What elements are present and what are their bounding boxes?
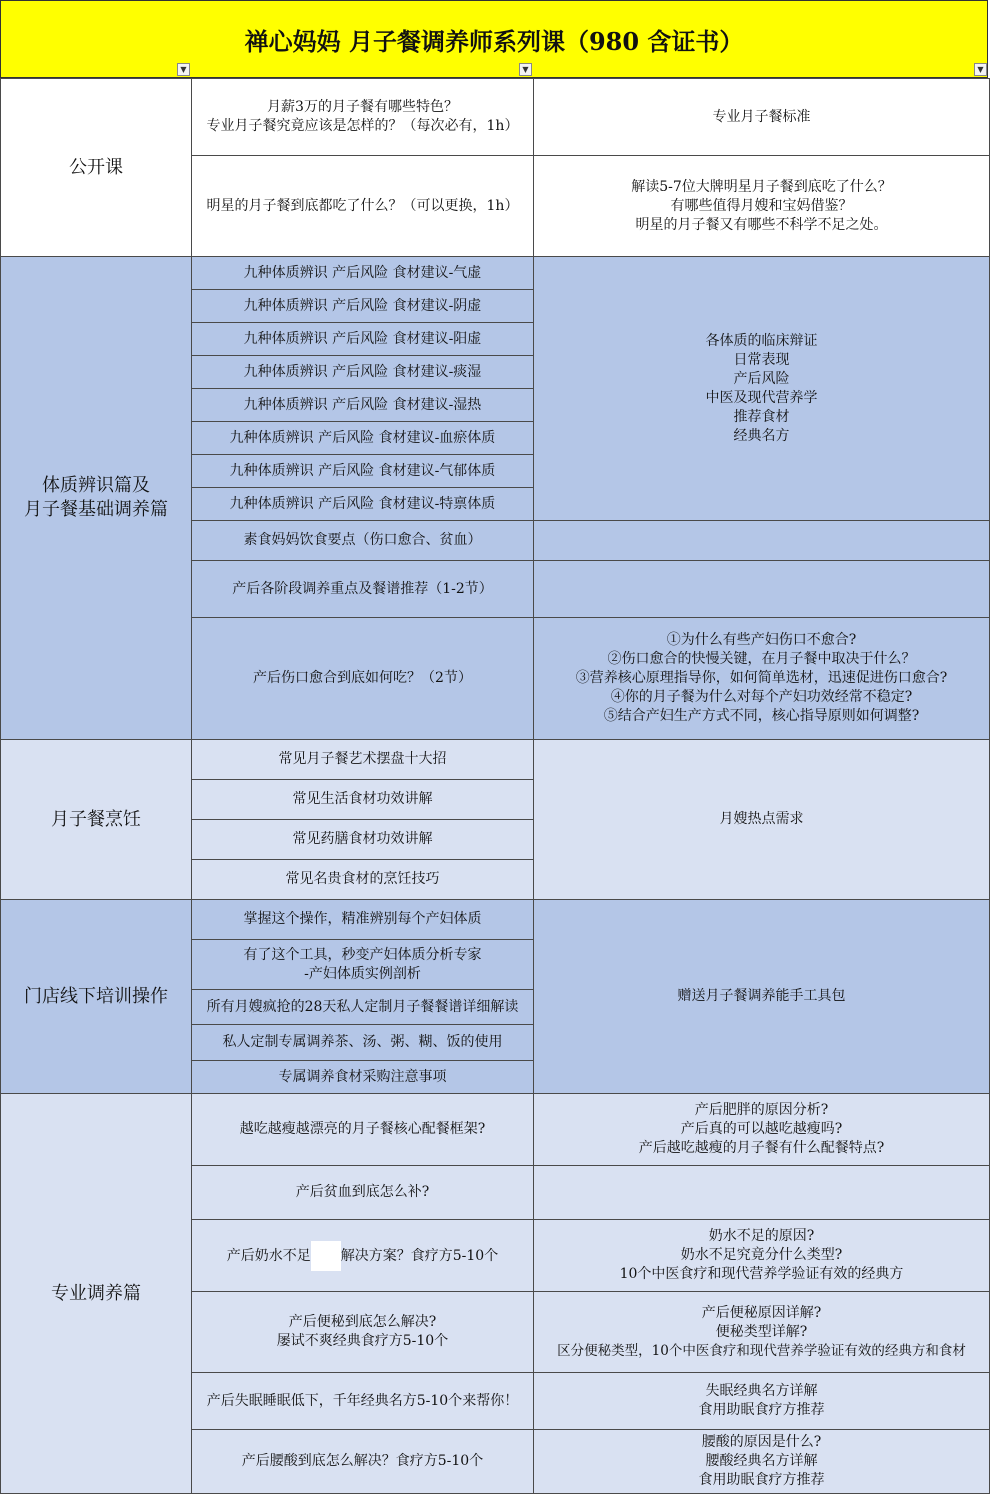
table-cell	[534, 561, 990, 618]
cell-text: 月子餐基础调养篇	[24, 499, 168, 520]
table-cell	[534, 1220, 990, 1292]
cell-text: 失眠经典名方详解	[705, 1383, 818, 1399]
table-cell: 九种体质辨识 产后风险 食材建议-气虚	[192, 257, 534, 290]
table-cell	[192, 1292, 534, 1373]
table-cell: 产后伤口愈合到底如何吃？（2节）	[192, 618, 534, 740]
cell-text: 推荐食材	[733, 408, 790, 425]
table-cell	[534, 1094, 990, 1166]
cell-text: 产后腰酸到底怎么解决？食疗方5-10个	[241, 1453, 484, 1469]
filter-dropdown-icon[interactable]: ▼	[974, 63, 987, 76]
cell-text: 10个中医食疗和现代营养学验证有效的经典方	[619, 1266, 904, 1282]
table-cell: 产后各阶段调养重点及餐谱推荐（1-2节）	[192, 561, 534, 618]
cell-text: 明星的月子餐到底都吃了什么？（可以更换，1h）	[206, 197, 519, 214]
cell-text: 专属调养食材采购注意事项	[278, 1068, 447, 1085]
table-cell	[192, 1025, 534, 1061]
section-label	[1, 257, 192, 740]
section-label: 公开课	[1, 79, 192, 257]
table-cell	[192, 1166, 534, 1220]
redaction-mask	[311, 1241, 341, 1271]
table-cell	[192, 156, 534, 257]
section-label: 门店线下培训操作	[1, 900, 192, 1094]
cell-text: 明星的月子餐又有哪些不科学不足之处。	[635, 216, 888, 233]
cell-text: 腰酸经典名方详解	[705, 1453, 818, 1469]
sheet-title: 禅心妈妈 月子餐调养师系列课（980 含证书）	[0, 0, 988, 78]
table-cell: 赠送月子餐调养能手工具包	[534, 900, 990, 1094]
cell-text: 产后风险	[733, 370, 790, 387]
cell-text: 经典名方	[733, 427, 790, 444]
table-row	[1, 257, 990, 290]
table-cell: 九种体质辨识 产后风险 食材建议-痰湿	[192, 356, 534, 389]
cell-text: 产后奶水不足	[226, 1247, 311, 1264]
section-label: 月子餐烹饪	[1, 740, 192, 900]
table-cell	[534, 618, 990, 740]
table-cell	[534, 1430, 990, 1494]
filter-dropdown-icon[interactable]: ▼	[519, 63, 532, 76]
table-cell	[192, 940, 534, 990]
cell-text: 产后便秘原因详解?	[701, 1304, 822, 1321]
cell-text: 越吃越瘦越漂亮的月子餐核心配餐框架?	[239, 1121, 486, 1137]
cell-text: 食用助眠食疗方推荐	[698, 1402, 825, 1418]
cell-text: 中医及现代营养学	[705, 389, 818, 406]
cell-text: 产后失眠睡眠低下，千年经典名方5-10个来帮你！	[206, 1392, 519, 1409]
cell-text: 产后便秘到底怎么解决?	[288, 1314, 437, 1330]
table-cell	[534, 521, 990, 561]
cell-text: 产后肥胖的原因分析?	[694, 1102, 829, 1118]
table-cell	[192, 900, 534, 940]
cell-text: 各体质的临床辩证	[705, 332, 818, 349]
cell-text: 解决方案？食疗方5-10个	[340, 1247, 499, 1264]
cell-text: 有了这个工具，秒变产妇体质分析专家	[243, 946, 482, 963]
table-cell: 九种体质辨识 产后风险 食材建议-气郁体质	[192, 455, 534, 488]
cell-text: 月薪3万的月子餐有哪些特色？	[267, 99, 458, 115]
table-row	[1, 900, 990, 940]
cell-text: 专业月子餐究竟应该是怎样的？（每次必有，1h）	[206, 118, 519, 134]
cell-text: 腰酸的原因是什么?	[701, 1434, 822, 1450]
cell-text: ⑤结合产妇生产方式不同，核心指导原则如何调整?	[603, 708, 920, 724]
table-cell: 九种体质辨识 产后风险 食材建议-特禀体质	[192, 488, 534, 521]
table-cell	[534, 1292, 990, 1373]
cell-text: -产妇体质实例剖析	[304, 965, 421, 982]
cell-text: 产后贫血到底怎么补?	[295, 1184, 430, 1200]
table-row	[1, 79, 990, 156]
table-cell: 九种体质辨识 产后风险 食材建议-血瘀体质	[192, 422, 534, 455]
cell-text: 所有月嫂疯抢的28天私人定制月子餐餐谱详细解读	[206, 998, 519, 1015]
table-cell	[192, 79, 534, 156]
cell-text: 私人定制专属调养茶、汤、粥、糊、饭的使用	[222, 1034, 503, 1050]
cell-text: 解读5-7位大牌明星月子餐到底吃了什么？	[631, 178, 892, 195]
cell-text: 区分便秘类型，10个中医食疗和现代营养学验证有效的经典方和食材	[557, 1342, 966, 1359]
table-cell	[192, 1094, 534, 1166]
course-table	[0, 78, 990, 1494]
cell-text: ②伤口愈合的快慢关键，在月子餐中取决于什么？	[607, 651, 916, 667]
table-cell: 常见名贵食材的烹饪技巧	[192, 860, 534, 900]
cell-text: 食用助眠食疗方推荐	[698, 1472, 825, 1488]
table-cell	[534, 156, 990, 257]
table-cell	[192, 1430, 534, 1494]
table-cell	[534, 79, 990, 156]
cell-text: 奶水不足的原因?	[708, 1228, 815, 1244]
filter-dropdown-icon[interactable]: ▼	[177, 63, 190, 76]
table-cell: 素食妈妈饮食要点（伤口愈合、贫血）	[192, 521, 534, 561]
table-cell	[192, 1220, 534, 1292]
cell-text: 产后真的可以越吃越瘦吗?	[680, 1121, 843, 1137]
cell-text: 便秘类型详解?	[715, 1323, 808, 1340]
table-cell: 常见月子餐艺术摆盘十大招	[192, 740, 534, 780]
table-cell	[192, 1061, 534, 1094]
cell-text: 奶水不足究竟分什么类型?	[680, 1247, 843, 1263]
cell-text: 专业月子餐标准	[712, 108, 811, 125]
table-cell: 九种体质辨识 产后风险 食材建议-湿热	[192, 389, 534, 422]
table-cell: 月嫂热点需求	[534, 740, 990, 900]
section-label: 专业调养篇	[1, 1094, 192, 1494]
table-cell	[192, 990, 534, 1025]
cell-text: 产后越吃越瘦的月子餐有什么配餐特点?	[638, 1140, 885, 1156]
cell-text: ④你的月子餐为什么对每个产妇功效经常不稳定?	[610, 689, 913, 705]
table-row	[1, 1094, 990, 1166]
table-cell	[534, 257, 990, 521]
cell-text: ①为什么有些产妇伤口不愈合?	[666, 632, 857, 648]
table-cell	[534, 1166, 990, 1220]
table-cell	[534, 1373, 990, 1430]
cell-text: 屡试不爽经典食疗方5-10个	[276, 1333, 449, 1349]
table-cell: 常见生活食材功效讲解	[192, 780, 534, 820]
table-row	[1, 740, 990, 780]
table-cell: 常见药膳食材功效讲解	[192, 820, 534, 860]
cell-text: 体质辨识篇及	[42, 475, 150, 496]
table-cell: 九种体质辨识 产后风险 食材建议-阴虚	[192, 290, 534, 323]
table-cell	[192, 1373, 534, 1430]
cell-text: ③营养核心原理指导你，如何简单选材，迅速促进伤口愈合?	[575, 670, 948, 686]
table-cell: 九种体质辨识 产后风险 食材建议-阳虚	[192, 323, 534, 356]
cell-text: 日常表现	[733, 351, 790, 368]
cell-text: 掌握这个操作，精准辨别每个产妇体质	[243, 911, 482, 927]
cell-text: 有哪些值得月嫂和宝妈借鉴？	[670, 197, 853, 214]
